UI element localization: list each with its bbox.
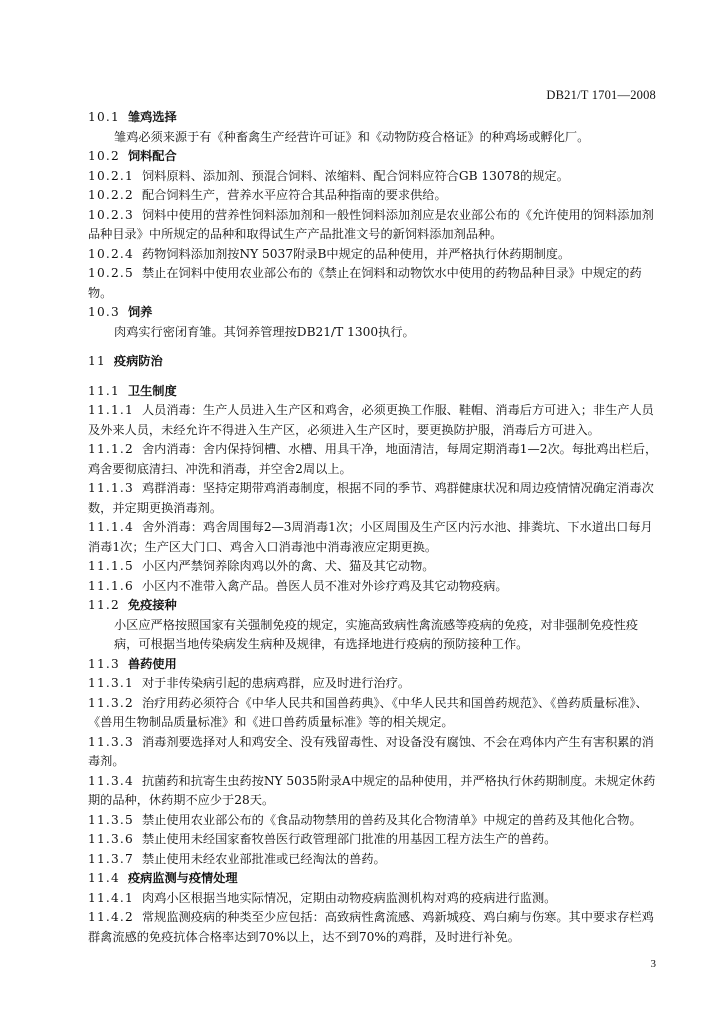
clause-text: 小区内不准带入禽产品。兽医人员不准对外诊疗鸡及其它动物疫病。 xyxy=(141,578,508,593)
clause-text: 小区内严禁饲养除肉鸡以外的禽、犬、猫及其它动物。 xyxy=(141,559,435,573)
clause-number: 11.1 xyxy=(88,383,120,398)
clause-number: 11.3.2 xyxy=(88,695,134,710)
paragraph xyxy=(88,479,660,518)
section-heading xyxy=(88,596,660,616)
paragraph xyxy=(88,616,660,655)
clause-number: 11 xyxy=(88,354,106,368)
clause-text: 禁止使用未经国家畜牧兽医行政管理部门批准的用基因工程方法生产的兽药。 xyxy=(141,832,557,846)
paragraph xyxy=(88,772,660,811)
clause-number: 10.2 xyxy=(88,149,120,163)
paragraph xyxy=(88,440,660,479)
paragraph xyxy=(88,264,660,303)
clause-text: 舍内消毒：舍内保持饲槽、水槽、用具干净，地面清洁，每周定期消毒1—2次。每批鸡出栏后，鸡舍要彻底清扫、冲洗和消毒，并空舍2周以上。 xyxy=(88,442,658,476)
clause-number: 11.3 xyxy=(88,656,120,671)
clause-number: 11.3.3 xyxy=(88,734,134,749)
clause-text: 禁止使用农业部公布的《食品动物禁用的兽药及其化合物清单》中规定的兽药及其他化合物。 xyxy=(141,812,642,827)
paragraph xyxy=(88,323,660,343)
clause-text: 舍外消毒：鸡舍周围每2—3周消毒1次；小区周围及生产区内污水池、排粪坑、下水道出口每月消毒1次；生产区大门口、鸡舍入口消毒池中消毒液应定期更换。 xyxy=(88,520,653,554)
clause-text: 配合饲料生产，营养水平应符合其品种指南的要求供给。 xyxy=(141,188,447,202)
page-number: 3 xyxy=(650,958,656,970)
paragraph xyxy=(88,557,660,577)
clause-text: 肉鸡小区根据当地实际情况，定期由动物疫病监测机构对鸡的疫病进行监测。 xyxy=(141,890,557,905)
paragraph xyxy=(88,206,660,245)
clause-number: 11.1.2 xyxy=(88,442,134,456)
paragraph xyxy=(88,245,660,265)
clause-number: 10.2.3 xyxy=(88,207,134,222)
heading-text: 雏鸡选择 xyxy=(127,110,177,124)
clause-number: 11.2 xyxy=(88,598,120,612)
clause-number: 11.4.1 xyxy=(88,890,134,905)
clause-text: 禁止使用未经农业部批准或已经淘汰的兽药。 xyxy=(141,851,386,866)
clause-text: 饲料中使用的营养性饲料添加剂和一般性饲料添加剂应是农业部公布的《允许使用的饲料添加剂品种目录》中所规定的品种和取得试生产产品批准文号的新饲料添加剂品种。 xyxy=(88,207,654,241)
heading-text: 疫病监测与疫情处理 xyxy=(127,871,238,885)
section-heading xyxy=(88,655,660,675)
paragraph xyxy=(88,850,660,870)
clause-text: 饲料原料、添加剂、预混合饲料、浓缩料、配合饲料应符合GB 13078的规定。 xyxy=(141,168,569,183)
paragraph xyxy=(88,811,660,831)
paragraph xyxy=(88,577,660,597)
spacer xyxy=(88,372,660,382)
clause-number: 11.1.1 xyxy=(88,403,134,417)
clause-number: 10.2.4 xyxy=(88,246,134,261)
section-heading xyxy=(88,382,660,402)
clause-number: 11.3.1 xyxy=(88,676,134,690)
section-heading xyxy=(88,869,660,889)
clause-number: 11.1.6 xyxy=(88,578,134,593)
clause-number: 10.2.1 xyxy=(88,168,134,183)
section-heading xyxy=(88,147,660,167)
paragraph xyxy=(88,908,660,947)
heading-text: 卫生制度 xyxy=(127,383,177,398)
section-heading xyxy=(88,352,660,372)
paragraph xyxy=(88,167,660,187)
paragraph xyxy=(88,694,660,733)
clause-text: 治疗用药必须符合《中华人民共和国兽药典》、《中华人民共和国兽药规范》、《兽药质量标准》、《兽用生物制品质量标准》和《进口兽药质量标准》等的相关规定。 xyxy=(88,695,648,729)
paragraph xyxy=(88,674,660,694)
clause-number: 11.3.6 xyxy=(88,832,134,846)
clause-number: 11.1.4 xyxy=(88,520,134,534)
heading-text: 饲养 xyxy=(127,305,153,319)
section-heading xyxy=(88,303,660,323)
clause-number: 11.1.3 xyxy=(88,481,134,495)
clause-text: 禁止在饲料中使用农业部公布的《禁止在饲料和动物饮水中使用的药物品种目录》中规定的药物。 xyxy=(88,266,642,300)
clause-number: 11.3.4 xyxy=(88,773,134,788)
clause-text: 肉鸡实行密闭育雏。其饲养管理按DB21/T 1300执行。 xyxy=(114,324,415,339)
clause-text: 小区应严格按照国家有关强制免疫的规定，实施高致病性禽流感等疫病的免疫，对非强制免疫性疫病，可根据当地传染病发生病种及规律，有选择地进行疫病的预防接种工作。 xyxy=(114,617,639,651)
paragraph xyxy=(88,830,660,850)
paragraph xyxy=(88,518,660,557)
paragraph xyxy=(88,128,660,148)
section-heading xyxy=(88,108,660,128)
paragraph xyxy=(88,186,660,206)
clause-text: 常规监测疫病的种类至少应包括：高致病性禽流感、鸡新城疫、鸡白痢与伤寒。其中要求存栏鸡群禽流感的免疫抗体合格率达到70%以上，达不到70%的鸡群，及时进行补免。 xyxy=(88,910,654,944)
standard-code: DB21/T 1701—2008 xyxy=(546,88,656,102)
clause-number: 10.2.5 xyxy=(88,266,134,280)
clause-text: 鸡群消毒：坚持定期带鸡消毒制度，根据不同的季节、鸡群健康状况和周边疫情情况确定消毒次数，并定期更换消毒剂。 xyxy=(88,481,654,515)
clause-text: 人员消毒：生产人员进入生产区和鸡舍，必须更换工作服、鞋帽、消毒后方可进入；非生产人员及外来人员，未经允许不得进入生产区，必须进入生产区时，要更换防护服，消毒后方可进入。 xyxy=(88,403,654,437)
paragraph xyxy=(88,401,660,440)
clause-number: 10.3 xyxy=(88,305,120,319)
heading-text: 疫病防治 xyxy=(113,354,163,368)
clause-number: 11.3.7 xyxy=(88,851,134,866)
paragraph xyxy=(88,889,660,909)
paragraph xyxy=(88,733,660,772)
spacer xyxy=(88,342,660,352)
clause-number: 10.1 xyxy=(88,110,120,124)
clause-number: 11.3.5 xyxy=(88,812,134,827)
document-body xyxy=(88,108,660,947)
clause-text: 药物饲料添加剂按NY 5037附录B中规定的品种使用，并严格执行休药期制度。 xyxy=(141,246,571,261)
heading-text: 免疫接种 xyxy=(127,598,177,612)
clause-text: 消毒剂要选择对人和鸡安全、没有残留毒性、对设备没有腐蚀、不会在鸡体内产生有害积累的消毒剂。 xyxy=(88,734,654,768)
clause-text: 雏鸡必须来源于有《种畜禽生产经营许可证》和《动物防疫合格证》的种鸡场或孵化厂。 xyxy=(114,129,590,144)
clause-text: 对于非传染病引起的患病鸡群，应及时进行治疗。 xyxy=(141,676,411,690)
clause-number: 11.4 xyxy=(88,871,120,885)
clause-text: 抗菌药和抗寄生虫药按NY 5035附录A中规定的品种使用，并严格执行休药期制度。未规定休药期的品种，休药期不应少于28天。 xyxy=(88,773,656,807)
clause-number: 10.2.2 xyxy=(88,188,134,202)
clause-number: 11.1.5 xyxy=(88,559,134,573)
heading-text: 饲料配合 xyxy=(127,149,177,163)
heading-text: 兽药使用 xyxy=(127,656,177,671)
clause-number: 11.4.2 xyxy=(88,910,134,924)
